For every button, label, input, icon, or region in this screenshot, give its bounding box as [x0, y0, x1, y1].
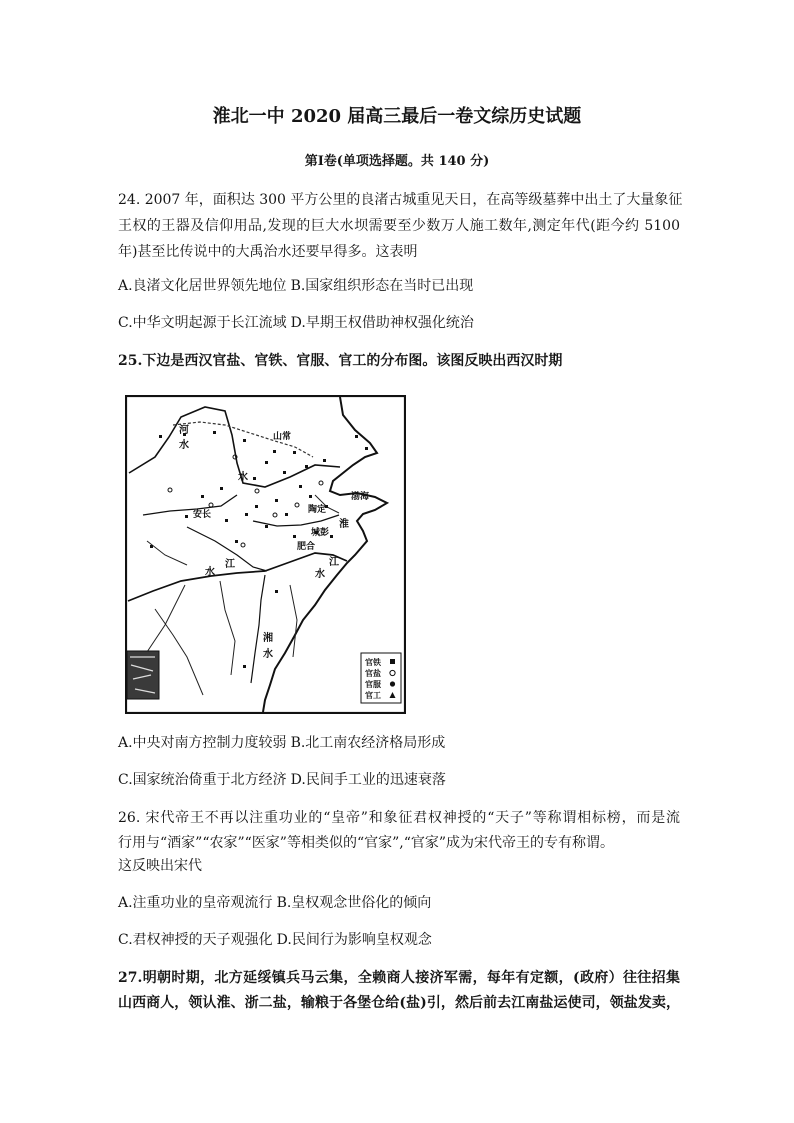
section-heading: 第Ⅰ卷(单项选择题。共 140 分): [304, 154, 490, 169]
q27-stem-line-2: 山西商人，领认淮、浙二盐，输粮于各堡仓给(盐)引，然后前去江南盐运使司，领盐发卖，: [118, 995, 680, 1011]
q25-options-cd: [118, 770, 680, 790]
map-label-huai: 淮: [339, 519, 349, 530]
legend-symbol-3: [390, 681, 395, 686]
q25-option-a: A.中央对南方控制力度较弱: [118, 735, 287, 751]
legend-label-4: 官工: [365, 690, 381, 700]
inset-map: [127, 651, 159, 699]
map-label-xiang: 湘: [263, 633, 273, 644]
map-label-he-shui: 水: [179, 440, 189, 451]
legend-symbol-1: [390, 659, 395, 664]
q26-option-a: A.注重功业的皇帝观流行: [118, 895, 273, 911]
q24-option-b: B.国家组织形态在当时已出现: [290, 278, 474, 294]
map-label-shui-west: 水: [205, 567, 215, 578]
western-han-distribution-map: [125, 395, 406, 714]
map-label-he: 河: [179, 425, 189, 436]
q26-option-c: C.君权神授的天子观强化: [118, 932, 273, 948]
q26-stem-line-3: 这反映出宋代: [118, 858, 202, 874]
q26-options-ab: [118, 893, 680, 913]
q24-stem-line-1: 24. 2007 年，面积达 300 平方公里的良渚古城重见天日，在高等级墓葬中出土了大量象征: [118, 192, 683, 208]
q26-options-cd: [118, 930, 680, 950]
legend-label-2: 官盐: [365, 668, 381, 678]
map-label-jiang-west: 江: [225, 559, 235, 570]
q25-options-ab: [118, 733, 680, 753]
q24-options-cd: [118, 313, 680, 333]
map-label-shui-north: 水: [238, 472, 248, 483]
legend-label-1: 官铁: [365, 657, 381, 667]
q24-option-a: A.良渚文化居世界领先地位: [118, 278, 287, 294]
q24-stem-line-2: 王权的王器及信仰用品,发现的巨大水坝需要至少数万人施工数年,测定年代(距今约 5100: [118, 218, 680, 234]
map-label-changshan: 山常: [273, 432, 292, 442]
q26-option-b: B.皇权观念世俗化的倾向: [276, 895, 432, 911]
q26-option-d: D.民间行为影响皇权观念: [276, 932, 432, 948]
q26-stem-line-2: 行用与“酒家”“农家”“医家”等相类似的“官家”,“官家”成为宋代帝王的专有称谓。: [118, 835, 615, 851]
q25-option-b: B.北工南农经济格局形成: [290, 735, 446, 751]
map-label-changan: 安长: [193, 510, 212, 520]
map-label-bohai: 渤海: [351, 492, 370, 502]
q25-option-d: D.民间手工业的迅速衰落: [290, 772, 446, 788]
q26-stem-line-1: 26. 宋代帝王不再以注重功业的“皇帝”和象征君权神授的“天子”等称谓相标榜，而是流: [118, 810, 680, 826]
map-label-hefei: 肥合: [297, 542, 316, 552]
map-label-xiang-shui: 水: [263, 649, 273, 660]
map-label-dingtao: 陶定: [308, 505, 327, 515]
q24-stem-line-3: 年)甚至比传说中的大禹治水还要早得多。这表明: [118, 244, 418, 260]
q24-option-c: C.中华文明起源于长江流域: [118, 315, 287, 331]
legend-label-3: 官服: [365, 679, 381, 689]
map-label-shui-east: 水: [315, 569, 325, 580]
q25-stem-line-1: 25.下边是西汉官盐、官铁、官服、官工的分布图。该图反映出西汉时期: [118, 353, 563, 369]
page-title: 淮北一中 2020 届高三最后一卷文综历史试题: [212, 106, 582, 127]
q24-option-d: D.早期王权借助神权强化统治: [290, 315, 474, 331]
q27-stem-line-1: 27.明朝时期，北方延绥镇兵马云集，全赖商人接济军需，每年有定额，(政府）往往招集: [118, 970, 680, 986]
map-legend: [361, 653, 401, 703]
q24-options-ab: [118, 276, 680, 296]
map-label-pengcheng: 城彭: [311, 528, 330, 538]
q25-option-c: C.国家统治倚重于北方经济: [118, 772, 287, 788]
map-label-jiang-east: 江: [329, 557, 339, 568]
